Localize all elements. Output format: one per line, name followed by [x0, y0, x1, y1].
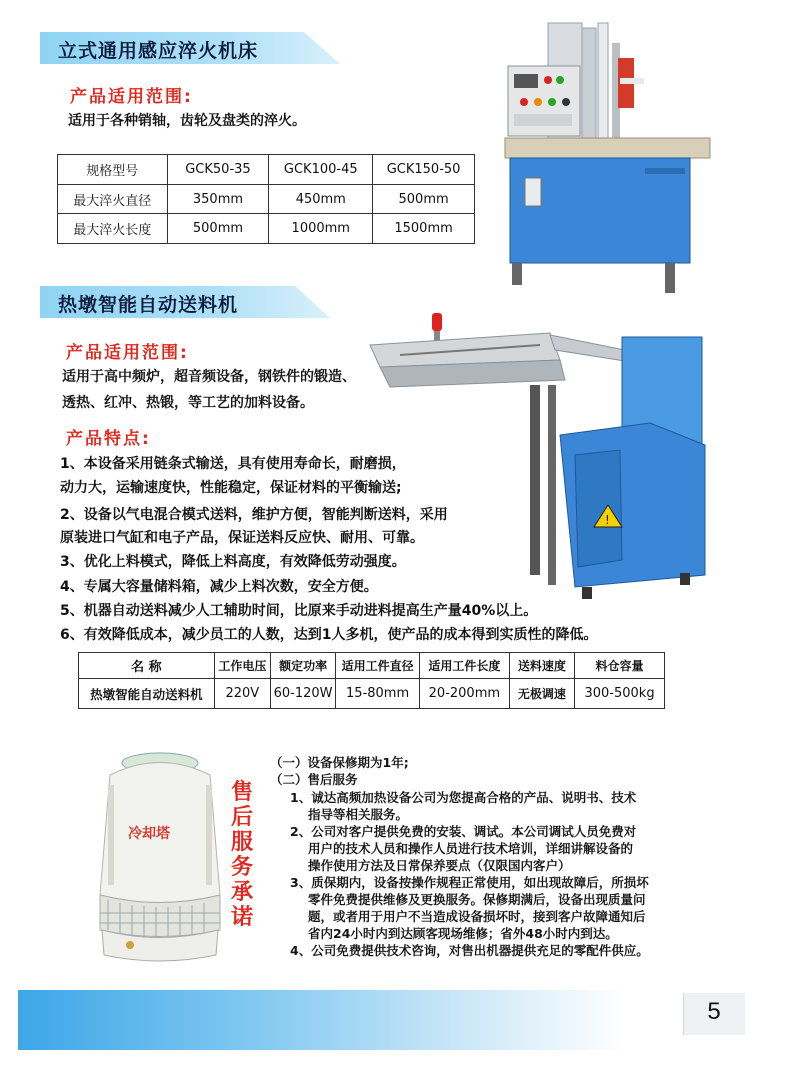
table-cell: GCK100-45	[269, 155, 373, 185]
section2-features-heading: 产品特点:	[66, 429, 151, 449]
section2-banner	[40, 286, 330, 318]
cooling-tower-image	[90, 745, 230, 970]
section2-title: 热墩智能自动送料机	[58, 294, 239, 316]
vertical-char: 售	[230, 780, 253, 805]
service-line: 题，或者用于用户不当造成设备损坏时，接到客户故障通知后	[308, 909, 646, 924]
service-line: 省内24小时内到达顾客现场维修；省外48小时内到达。	[308, 926, 618, 941]
table-cell: 60-120W	[270, 679, 335, 709]
table-cell: 15-80mm	[336, 679, 420, 709]
feeder-machine-image	[360, 305, 710, 605]
section2-spec-table	[78, 652, 665, 709]
service-line: 4、公司免费提供技术咨询，对售出机器提供充足的零配件供应。	[290, 943, 649, 958]
table-cell: GCK50-35	[167, 155, 269, 185]
table-header: 额定功率	[270, 653, 335, 679]
table-cell: 500mm	[373, 185, 475, 214]
section1-spec-table	[57, 154, 475, 244]
after-sales-vertical-title	[229, 780, 255, 930]
quenching-machine-image	[500, 18, 715, 303]
section1-scope-heading: 产品适用范围:	[70, 87, 193, 107]
cooling-tower-label: 冷却塔	[128, 826, 170, 842]
table-cell: 无极调速	[509, 679, 574, 709]
service-line: （一）设备保修期为1年;	[270, 755, 409, 770]
feature-line: 2、设备以气电混合模式送料，维护方便，智能判断送料，采用	[60, 507, 448, 523]
table-cell: 450mm	[269, 185, 373, 214]
table-cell: 1500mm	[373, 214, 475, 244]
feature-line: 原装进口气缸和电子产品，保证送料反应快、耐用、可靠。	[60, 530, 424, 546]
table-cell: 最大淬火直径	[58, 185, 168, 214]
table-cell: 最大淬火长度	[58, 214, 168, 244]
table-cell: 1000mm	[269, 214, 373, 244]
table-header: 送料速度	[509, 653, 574, 679]
table-cell: 350mm	[167, 185, 269, 214]
feature-line: 4、专属大容量储料箱，减少上料次数，安全方便。	[60, 579, 378, 595]
service-line: 1、诚达高频加热设备公司为您提高合格的产品、说明书、技术	[290, 790, 637, 805]
vertical-char: 承	[230, 880, 253, 905]
service-line: 指导等相关服务。	[308, 807, 409, 822]
table-header: 料仓容量	[575, 653, 665, 679]
feature-line: 3、优化上料模式，降低上料高度，有效降低劳动强度。	[60, 554, 406, 570]
vertical-char: 服	[230, 830, 253, 855]
section2-scope-heading: 产品适用范围:	[66, 343, 189, 363]
svg-text:!: !	[605, 513, 610, 527]
feature-line: 5、机器自动送料减少人工辅助时间，比原来手动进料提高生产量40%以上。	[60, 603, 538, 619]
section2-scope-line: 适用于高中频炉，超音频设备，钢铁件的锻造、	[62, 369, 356, 385]
service-line: 操作使用方法及日常保养要点（仅限国内客户）	[308, 858, 571, 873]
feature-line: 6、有效降低成本，减少员工的人数，达到1人多机，使产品的成本得到实质性的降低。	[60, 627, 598, 643]
service-line: （二）售后服务	[270, 772, 358, 787]
vertical-char: 后	[230, 805, 253, 830]
table-cell: 20-200mm	[419, 679, 509, 709]
section1-title: 立式通用感应淬火机床	[58, 40, 259, 62]
table-cell: GCK150-50	[373, 155, 475, 185]
table-cell: 热墩智能自动送料机	[79, 679, 215, 709]
page-number: 5	[707, 998, 721, 1025]
table-cell: 规格型号	[58, 155, 168, 185]
table-header: 适用工件长度	[419, 653, 509, 679]
service-line: 用户的技术人员和操作人员进行技术培训，详细讲解设备的	[308, 841, 634, 856]
vertical-char: 务	[230, 855, 253, 880]
table-cell: 300-500kg	[575, 679, 665, 709]
service-line: 3、质保期内，设备按操作规程正常使用，如出现故障后，所损坏	[290, 875, 649, 890]
feature-line: 动力大，运输速度快，性能稳定，保证材料的平衡输送;	[60, 480, 402, 496]
table-cell: 500mm	[167, 214, 269, 244]
table-cell: 220V	[214, 679, 270, 709]
table-header: 适用工件直径	[336, 653, 420, 679]
section2-scope-line: 透热、红冲、热锻，等工艺的加料设备。	[62, 395, 314, 411]
service-line: 零件免费提供维修及更换服务。保修期满后，设备出现质量问	[308, 892, 646, 907]
vertical-char: 诺	[230, 905, 253, 930]
section1-scope-text: 适用于各种销轴，齿轮及盘类的淬火。	[68, 113, 306, 129]
service-line: 2、公司对客户提供免费的安装、调试。本公司调试人员免费对	[290, 824, 637, 839]
table-header: 名 称	[79, 653, 215, 679]
section1-banner	[40, 32, 340, 64]
table-header: 工作电压	[214, 653, 270, 679]
footer-band	[18, 990, 778, 1050]
feature-line: 1、本设备采用链条式输送，具有使用寿命长，耐磨损，	[60, 456, 406, 472]
